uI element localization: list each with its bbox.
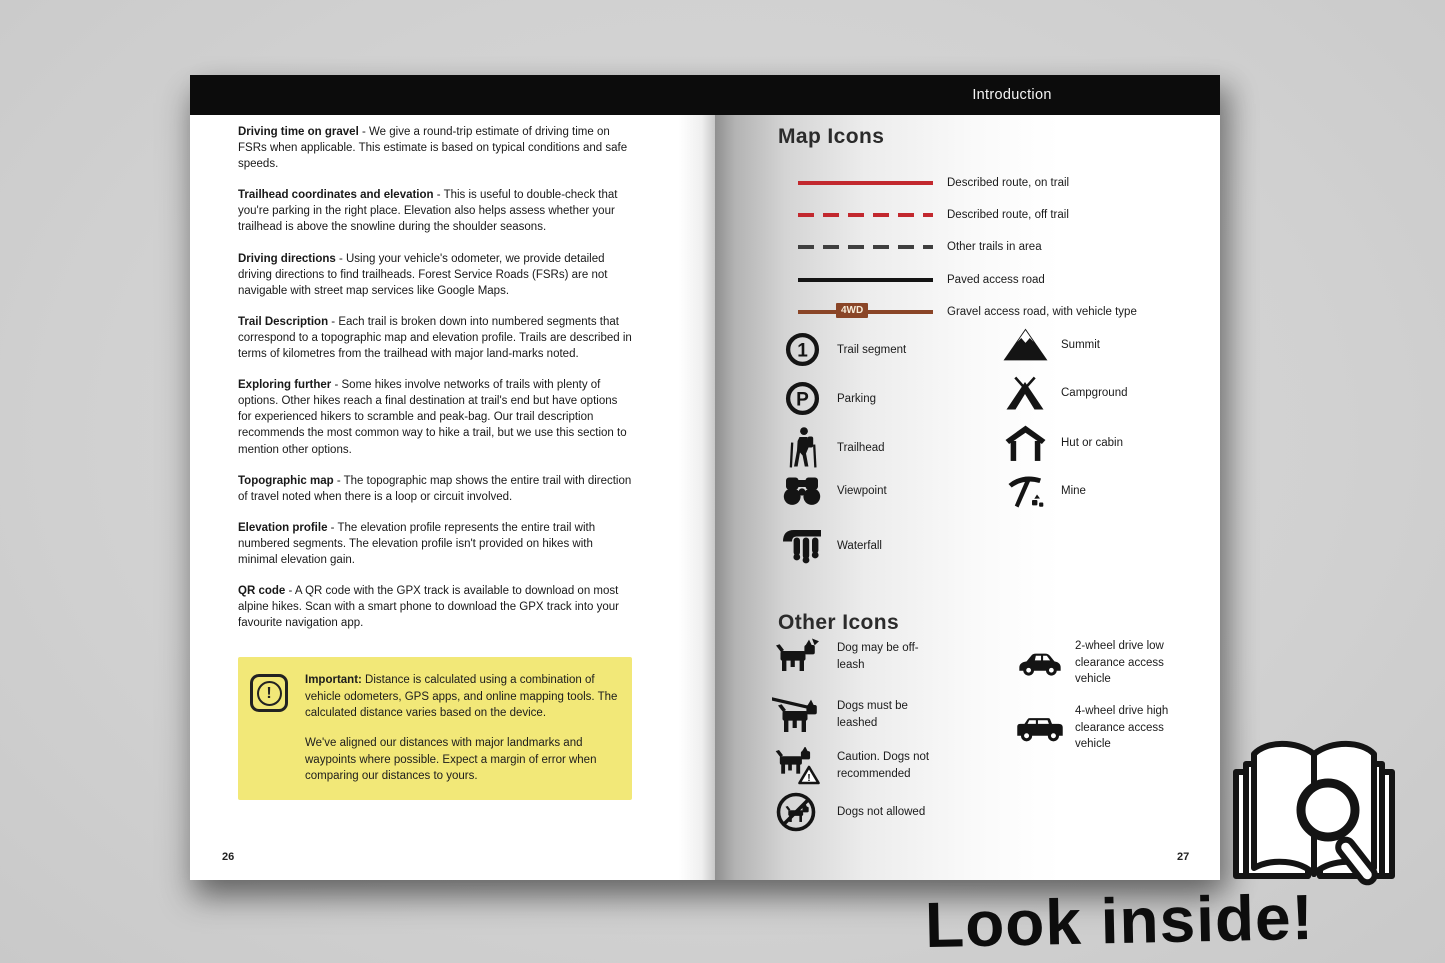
paragraph-body: - Some hikes involve networks of trails with plenty of options. Other hikes reach a final destination at trail's end but have options for experienced hikers to scramble and peak-bag. Our trail description recommends the most common way to hike a trail, but we use this section to mention other options.: [238, 379, 627, 456]
viewpoint-icon: [779, 475, 825, 506]
campground-icon: [998, 375, 1052, 411]
legend-label: Parking: [837, 392, 876, 405]
legend-row-summit: [998, 327, 1100, 362]
legend-label: Dogs not allowed: [837, 805, 926, 818]
legend-row-dog-caution: [770, 747, 945, 785]
legend-row-dog-leashed: [770, 695, 945, 735]
trailhead-icon: [779, 426, 825, 469]
legend-label: Trailhead: [837, 441, 885, 454]
car-2wd-icon: [1012, 648, 1068, 679]
trail-segment-icon: [779, 331, 825, 368]
callout-lead: Important:: [305, 674, 362, 687]
svg-text:P: P: [795, 389, 809, 411]
jeep-4wd-icon: [1012, 713, 1068, 744]
paragraph-lead: Topographic map: [238, 474, 334, 487]
other-trails-line-icon: [798, 245, 933, 249]
book-spread: [190, 75, 1220, 880]
paragraph-body: - Each trail is broken down into numbered segments that correspond to a topographic map and elevation profile. Trails are described in terms of kilometres from the trailhead with major land-marks noted.: [238, 315, 632, 361]
paragraph: [238, 251, 632, 299]
chapter-header-bar: [190, 75, 1220, 115]
legend-row-dog-not-allowed: [770, 791, 945, 833]
legend-label: Gravel access road, with vehicle type: [947, 306, 1137, 318]
legend-row-dog-offleash: [770, 638, 945, 676]
paragraph: [238, 124, 632, 172]
paved-road-line-icon: [798, 278, 933, 282]
left-page-text-column: [238, 124, 632, 800]
right-page: [715, 75, 1220, 880]
legend-row-jeep-4wd: [1012, 703, 1200, 753]
legend-label: Dog may be off-leash: [837, 642, 919, 671]
alert-icon: [250, 674, 288, 712]
waterfall-icon: [779, 527, 825, 564]
dog-not-allowed-icon: [770, 791, 822, 833]
paragraph: [238, 473, 632, 505]
paragraph: [238, 520, 632, 568]
paragraph-body: - This is useful to double-check that you're parking in the right place. Elevation also helps assess whether your trailhead is above the snowline during the shoulder seasons.: [238, 189, 618, 234]
dog-offleash-icon: [770, 638, 822, 676]
paragraph: [238, 583, 632, 631]
paragraph: [238, 377, 632, 457]
svg-text:!: !: [807, 772, 811, 784]
paragraph-body: - The topographic map shows the entire trail with direction of travel noted when there is a loop or circuit involved.: [238, 474, 632, 503]
exclamation-glyph: !: [257, 681, 282, 706]
open-book-magnifier-icon: [1222, 714, 1406, 905]
legend-label: Mine: [1061, 485, 1086, 497]
legend-row-trail-segment: [779, 331, 906, 368]
paragraph-body: - Using your vehicle's odometer, we provide detailed driving directions to find trailheads. Forest Service Roads (FSRs) are not navigable with street map services like Google Maps.: [238, 252, 608, 297]
legend-label: Campground: [1061, 387, 1128, 399]
paragraph-lead: Trail Description: [238, 315, 329, 328]
important-callout-text: [305, 672, 618, 784]
legend-label: Paved access road: [947, 274, 1045, 286]
paragraph: [238, 187, 632, 235]
paragraph: [238, 314, 632, 362]
paragraph-lead: Trailhead coordinates and elevation: [238, 189, 434, 202]
page-number-left: 26: [222, 851, 235, 863]
dog-leashed-icon: [770, 695, 822, 735]
legend-label: Trail segment: [837, 343, 907, 356]
paragraph-lead: QR code: [238, 585, 286, 598]
paragraph-body: - A QR code with the GPX track is available to download on most alpine hikes. Scan with a smart phone to download the GPX track into your favourite navigation app.: [238, 585, 619, 630]
paragraph-lead: Driving time on gravel: [238, 126, 359, 138]
4wd-badge: 4WD: [836, 303, 868, 318]
legend-row-viewpoint: [779, 475, 887, 506]
legend-label: Described route, on trail: [947, 177, 1070, 189]
legend-label: Other trails in area: [947, 241, 1042, 253]
legend-label: Described route, off trail: [947, 209, 1069, 221]
map-icons-title: Map Icons: [778, 125, 885, 148]
dog-caution-icon: [770, 747, 822, 785]
legend-row-waterfall: [779, 527, 882, 564]
legend-row-campground: [998, 375, 1127, 411]
legend-row-trailhead: [779, 426, 885, 469]
callout-paragraph-2: We've aligned our distances with major landmarks and waypoints where possible. Expect a margin of error when comparing our distances to yours.: [305, 737, 597, 782]
route-on-trail-line-icon: [798, 181, 933, 185]
legend-row-route-off-trail: [798, 205, 1069, 225]
svg-text:1: 1: [796, 340, 808, 362]
gravel-road-line-icon: [798, 305, 933, 316]
paragraph-body: - We give a round-trip estimate of driving time on FSRs when applicable. This estimate is based on typical conditions and safe speeds.: [238, 126, 628, 171]
paragraph-lead: Exploring further: [238, 379, 332, 392]
parking-icon: [779, 380, 825, 417]
legend-label: Dogs must be leashed: [837, 700, 908, 729]
legend-row-paved-road: [798, 270, 1045, 290]
other-icons-title: Other Icons: [778, 611, 900, 634]
legend-label: 2-wheel drive low clearance access vehicle: [1075, 640, 1164, 686]
legend-row-mine: [998, 472, 1086, 510]
legend-row-car-2wd: [1012, 638, 1200, 688]
legend-row-other-trails: [798, 237, 1042, 257]
page-number-right: 27: [1177, 851, 1190, 863]
route-off-trail-line-icon: [798, 213, 933, 217]
look-inside-text: Look inside!: [924, 880, 1315, 962]
legend-label: Hut or cabin: [1061, 436, 1124, 449]
legend-row-parking: [779, 380, 876, 417]
legend-label: 4-wheel drive high clearance access vehicle: [1075, 705, 1169, 751]
left-page: [190, 75, 715, 880]
legend-row-gravel-road: [798, 302, 1137, 322]
hut-or-cabin-icon: [998, 424, 1052, 461]
legend-label: Summit: [1061, 338, 1100, 351]
chapter-title: Introduction: [972, 87, 1052, 103]
summit-icon: [998, 327, 1052, 362]
legend-label: Caution. Dogs not recommended: [837, 751, 930, 780]
legend-label: Waterfall: [837, 539, 882, 552]
important-callout: [238, 657, 632, 800]
paragraph-lead: Driving directions: [238, 252, 336, 265]
legend-label: Viewpoint: [837, 484, 887, 497]
mine-icon: [998, 472, 1052, 510]
paragraph-lead: Elevation profile: [238, 521, 328, 534]
legend-row-hut: [998, 424, 1123, 461]
legend-row-route-on-trail: [798, 173, 1069, 193]
callout-paragraph-1: [305, 672, 618, 721]
callout-body: Distance is calculated using a combination of vehicle odometers, GPS apps, and online mapping tools. The calculated distance varies based on the device.: [305, 674, 618, 719]
paragraph-body: - The elevation profile represents the entire trail with numbered segments. The elevation profile isn't provided on hikes with minimal elevation gain.: [238, 521, 596, 566]
